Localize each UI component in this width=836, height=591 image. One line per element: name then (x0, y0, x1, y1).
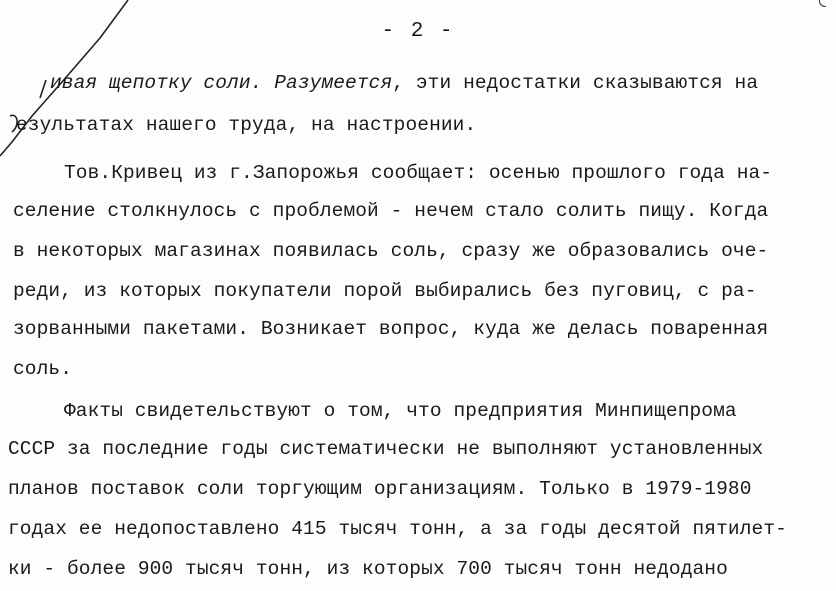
text-line: реди, из которых покупатели порой выбирались без пуговиц, с ра- (13, 280, 757, 302)
text-line: в некоторых магазинах появилась соль, сразу же образовались оче- (13, 240, 769, 262)
text-line: соль. (13, 358, 73, 380)
text-line: езультатах нашего труда, на настроении. (16, 114, 477, 136)
text-line: планов поставок соли торгующим организациям. Только в 1979-1980 (8, 478, 752, 500)
page-number: - 2 - (381, 20, 455, 43)
text-line: зорванными пакетами. Возникает вопрос, куда же делась поваренная (13, 318, 769, 340)
text-line: годах ее недопоставлено 415 тысяч тонн, а за годы десятой пятилет- (8, 518, 787, 540)
text-line: Факты свидетельствуют о том, что предприятия Минпищепрома (64, 400, 737, 422)
text-line (50, 72, 758, 94)
text-line: ки - более 900 тысяч тонн, из которых 700 тысяч тонн недодано (8, 558, 728, 580)
text-line-rest: , эти недостатки сказываются на (392, 72, 759, 94)
text-line: селение столкнулось с проблемой - нечем стало солить пищу. Когда (13, 200, 769, 222)
text-line: СССР за последние годы систематически не выполняют установленных (8, 438, 764, 460)
text-line: Тов.Кривец из г.Запорожья сообщает: осенью прошлого года на- (64, 162, 773, 184)
italic-text: ивая щепотку соли. Разумеется (50, 72, 393, 94)
